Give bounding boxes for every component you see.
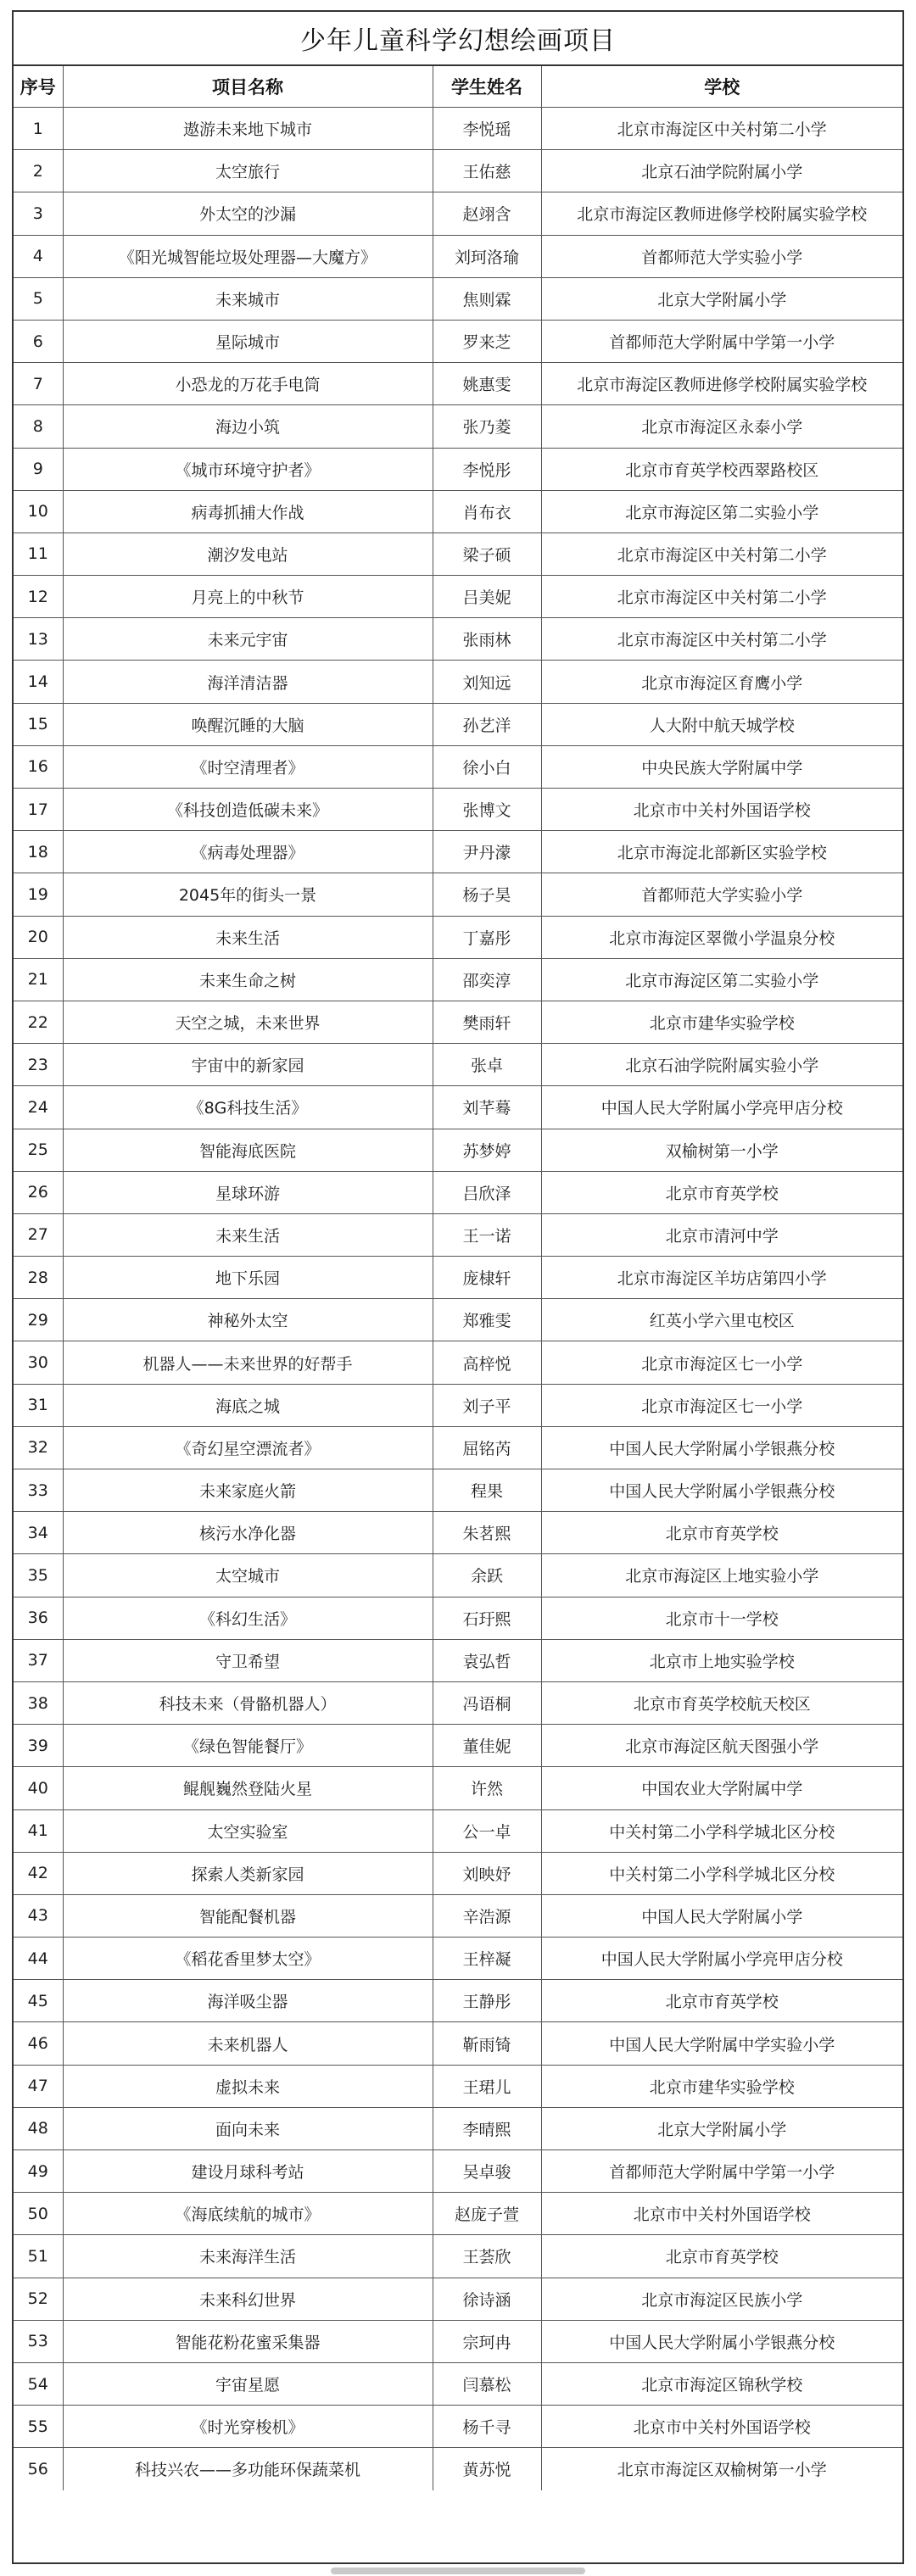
cell-project-name: 宇宙中的新家园	[63, 1044, 433, 1086]
cell-no: 19	[14, 873, 63, 916]
table-row	[14, 2406, 902, 2448]
cell-project-name: 未来城市	[63, 277, 433, 320]
table-row	[14, 532, 902, 575]
header-row	[14, 66, 902, 108]
cell-school: 红英小学六里屯校区	[541, 1299, 902, 1341]
cell-student-name: 余跃	[433, 1554, 541, 1597]
cell-student-name: 邵奕淳	[433, 958, 541, 1001]
cell-school: 北京市清河中学	[541, 1213, 902, 1256]
cell-no: 20	[14, 916, 63, 958]
cell-no: 9	[14, 448, 63, 490]
cell-project-name: 《病毒处理器》	[63, 831, 433, 873]
cell-school: 北京市育英学校航天校区	[541, 1681, 902, 1724]
table-row	[14, 661, 902, 703]
cell-project-name: 建设月球科考站	[63, 2150, 433, 2193]
cell-student-name: 朱茗熙	[433, 1512, 541, 1554]
table-row	[14, 150, 902, 192]
cell-no: 5	[14, 277, 63, 320]
cell-school: 北京市海淀区中关村第二小学	[541, 108, 902, 150]
cell-school: 首都师范大学实验小学	[541, 235, 902, 277]
cell-no: 3	[14, 192, 63, 235]
table-row	[14, 1725, 902, 1767]
cell-student-name: 高梓悦	[433, 1341, 541, 1384]
cell-project-name: 智能花粉花蜜采集器	[63, 2320, 433, 2362]
cell-student-name: 焦则霖	[433, 277, 541, 320]
table-title: 少年儿童科学幻想绘画项目	[14, 12, 902, 66]
cell-student-name: 樊雨轩	[433, 1001, 541, 1043]
cell-project-name: 《城市环境守护者》	[63, 448, 433, 490]
cell-project-name: 守卫希望	[63, 1639, 433, 1681]
cell-school: 北京大学附属小学	[541, 277, 902, 320]
cell-school: 北京市海淀区七一小学	[541, 1341, 902, 1384]
cell-student-name: 刘子平	[433, 1384, 541, 1426]
cell-no: 32	[14, 1426, 63, 1469]
cell-school: 人大附中航天城学校	[541, 703, 902, 745]
table-row	[14, 1086, 902, 1129]
cell-project-name: 未来生活	[63, 1213, 433, 1256]
cell-student-name: 闫慕松	[433, 2362, 541, 2405]
cell-project-name: 天空之城，未来世界	[63, 1001, 433, 1043]
cell-project-name: 智能海底医院	[63, 1129, 433, 1171]
cell-school: 北京市海淀区第二实验小学	[541, 490, 902, 532]
table-row	[14, 789, 902, 831]
cell-student-name: 苏梦婷	[433, 1129, 541, 1171]
table-row	[14, 1341, 902, 1384]
table-row	[14, 1938, 902, 1980]
cell-project-name: 科技兴农——多功能环保蔬菜机	[63, 2448, 433, 2490]
cell-school: 北京市海淀区锦秋学校	[541, 2362, 902, 2405]
cell-no: 7	[14, 363, 63, 405]
table-row	[14, 745, 902, 788]
cell-no: 36	[14, 1597, 63, 1639]
cell-no: 45	[14, 1980, 63, 2022]
cell-no: 15	[14, 703, 63, 745]
header-no: 序号	[14, 66, 63, 108]
table-row	[14, 448, 902, 490]
table-row	[14, 2107, 902, 2149]
cell-school: 首都师范大学附属中学第一小学	[541, 320, 902, 362]
cell-no: 10	[14, 490, 63, 532]
cell-student-name: 刘映妤	[433, 1852, 541, 1894]
table-row	[14, 1001, 902, 1043]
project-table-sheet	[12, 10, 904, 2564]
cell-no: 33	[14, 1469, 63, 1512]
cell-no: 47	[14, 2065, 63, 2107]
cell-school: 北京市中关村外国语学校	[541, 2193, 902, 2235]
cell-no: 55	[14, 2406, 63, 2448]
table-row	[14, 1639, 902, 1681]
cell-student-name: 王梓凝	[433, 1938, 541, 1980]
cell-student-name: 杨子昊	[433, 873, 541, 916]
cell-project-name: 未来元宇宙	[63, 618, 433, 661]
cell-student-name: 罗来芝	[433, 320, 541, 362]
table-row	[14, 1384, 902, 1426]
cell-school: 北京市海淀区中关村第二小学	[541, 576, 902, 618]
cell-no: 29	[14, 1299, 63, 1341]
cell-no: 2	[14, 150, 63, 192]
cell-project-name: 神秘外太空	[63, 1299, 433, 1341]
cell-project-name: 《科幻生活》	[63, 1597, 433, 1639]
cell-project-name: 星际城市	[63, 320, 433, 362]
cell-student-name: 赵翊含	[433, 192, 541, 235]
table-row	[14, 1681, 902, 1724]
cell-school: 北京市中关村外国语学校	[541, 2406, 902, 2448]
cell-school: 北京市育英学校	[541, 1171, 902, 1213]
cell-school: 首都师范大学附属中学第一小学	[541, 2150, 902, 2193]
cell-student-name: 辛浩源	[433, 1894, 541, 1937]
cell-school: 首都师范大学实验小学	[541, 873, 902, 916]
cell-project-name: 机器人——未来世界的好帮手	[63, 1341, 433, 1384]
cell-school: 北京市育英学校	[541, 1512, 902, 1554]
cell-no: 42	[14, 1852, 63, 1894]
project-table	[14, 66, 902, 2490]
cell-project-name: 未来科幻世界	[63, 2278, 433, 2320]
cell-school: 北京市建华实验学校	[541, 2065, 902, 2107]
cell-school: 中关村第二小学科学城北区分校	[541, 1809, 902, 1852]
table-row	[14, 1171, 902, 1213]
cell-student-name: 靳雨锜	[433, 2022, 541, 2065]
cell-student-name: 王佑慈	[433, 150, 541, 192]
cell-student-name: 姚惠雯	[433, 363, 541, 405]
table-row	[14, 320, 902, 362]
table-row	[14, 277, 902, 320]
table-row	[14, 831, 902, 873]
cell-project-name: 遨游未来地下城市	[63, 108, 433, 150]
table-row	[14, 1512, 902, 1554]
cell-no: 8	[14, 405, 63, 448]
cell-school: 北京市海淀区第二实验小学	[541, 958, 902, 1001]
cell-school: 北京石油学院附属小学	[541, 150, 902, 192]
table-row	[14, 1257, 902, 1299]
cell-student-name: 孙艺洋	[433, 703, 541, 745]
cell-school: 北京市海淀区翠微小学温泉分校	[541, 916, 902, 958]
cell-no: 18	[14, 831, 63, 873]
cell-school: 中国人民大学附属小学亮甲店分校	[541, 1938, 902, 1980]
table-row	[14, 1894, 902, 1937]
cell-school: 中央民族大学附属中学	[541, 745, 902, 788]
cell-school: 北京市建华实验学校	[541, 1001, 902, 1043]
cell-student-name: 许然	[433, 1767, 541, 1809]
cell-project-name: 地下乐园	[63, 1257, 433, 1299]
cell-student-name: 庞棣轩	[433, 1257, 541, 1299]
table-row	[14, 490, 902, 532]
cell-student-name: 宗珂冉	[433, 2320, 541, 2362]
cell-project-name: 唤醒沉睡的大脑	[63, 703, 433, 745]
cell-school: 北京市十一学校	[541, 1597, 902, 1639]
table-row	[14, 1213, 902, 1256]
cell-no: 25	[14, 1129, 63, 1171]
table-row	[14, 1129, 902, 1171]
cell-school: 北京石油学院附属实验小学	[541, 1044, 902, 1086]
cell-project-name: 宇宙星愿	[63, 2362, 433, 2405]
cell-project-name: 潮汐发电站	[63, 532, 433, 575]
cell-student-name: 李悦彤	[433, 448, 541, 490]
cell-project-name: 小恐龙的万花手电筒	[63, 363, 433, 405]
cell-school: 北京大学附属小学	[541, 2107, 902, 2149]
cell-student-name: 王珺儿	[433, 2065, 541, 2107]
header-student: 学生姓名	[433, 66, 541, 108]
table-row	[14, 703, 902, 745]
cell-project-name: 智能配餐机器	[63, 1894, 433, 1937]
cell-school: 中国人民大学附属小学银燕分校	[541, 2320, 902, 2362]
cell-project-name: 未来生活	[63, 916, 433, 958]
table-row	[14, 873, 902, 916]
cell-no: 49	[14, 2150, 63, 2193]
cell-no: 27	[14, 1213, 63, 1256]
cell-no: 13	[14, 618, 63, 661]
cell-student-name: 梁子硕	[433, 532, 541, 575]
cell-student-name: 刘珂洛瑜	[433, 235, 541, 277]
cell-no: 51	[14, 2235, 63, 2278]
cell-no: 1	[14, 108, 63, 150]
cell-project-name: 面向未来	[63, 2107, 433, 2149]
cell-no: 4	[14, 235, 63, 277]
cell-school: 北京市上地实验学校	[541, 1639, 902, 1681]
cell-school: 北京市海淀区育鹰小学	[541, 661, 902, 703]
cell-project-name: 《8G科技生活》	[63, 1086, 433, 1129]
table-row	[14, 2193, 902, 2235]
cell-project-name: 太空城市	[63, 1554, 433, 1597]
cell-no: 48	[14, 2107, 63, 2149]
cell-no: 53	[14, 2320, 63, 2362]
table-row	[14, 1299, 902, 1341]
cell-no: 38	[14, 1681, 63, 1724]
cell-no: 39	[14, 1725, 63, 1767]
table-row	[14, 2320, 902, 2362]
cell-no: 21	[14, 958, 63, 1001]
cell-no: 23	[14, 1044, 63, 1086]
cell-project-name: 《绿色智能餐厅》	[63, 1725, 433, 1767]
cell-project-name: 未来机器人	[63, 2022, 433, 2065]
cell-project-name: 月亮上的中秋节	[63, 576, 433, 618]
table-row	[14, 1044, 902, 1086]
cell-no: 40	[14, 1767, 63, 1809]
cell-project-name: 未来海洋生活	[63, 2235, 433, 2278]
table-row	[14, 2278, 902, 2320]
cell-student-name: 赵庞子萱	[433, 2193, 541, 2235]
cell-student-name: 郑雅雯	[433, 1299, 541, 1341]
cell-project-name: 未来家庭火箭	[63, 1469, 433, 1512]
cell-student-name: 冯语桐	[433, 1681, 541, 1724]
cell-school: 北京市海淀区教师进修学校附属实验学校	[541, 363, 902, 405]
cell-no: 6	[14, 320, 63, 362]
cell-student-name: 袁弘哲	[433, 1639, 541, 1681]
cell-project-name: 未来生命之树	[63, 958, 433, 1001]
cell-school: 北京市海淀区中关村第二小学	[541, 532, 902, 575]
cell-project-name: 星球环游	[63, 1171, 433, 1213]
cell-school: 中国人民大学附属中学实验小学	[541, 2022, 902, 2065]
cell-student-name: 程果	[433, 1469, 541, 1512]
cell-no: 41	[14, 1809, 63, 1852]
cell-project-name: 《海底续航的城市》	[63, 2193, 433, 2235]
cell-project-name: 《科技创造低碳未来》	[63, 789, 433, 831]
cell-project-name: 《阳光城智能垃圾处理器—大魔方》	[63, 235, 433, 277]
table-row	[14, 108, 902, 150]
cell-student-name: 张卓	[433, 1044, 541, 1086]
cell-school: 北京市海淀北部新区实验学校	[541, 831, 902, 873]
cell-student-name: 黄苏悦	[433, 2448, 541, 2490]
cell-student-name: 吕美妮	[433, 576, 541, 618]
cell-school: 中国农业大学附属中学	[541, 1767, 902, 1809]
cell-no: 56	[14, 2448, 63, 2490]
cell-student-name: 董佳妮	[433, 1725, 541, 1767]
table-row	[14, 1980, 902, 2022]
cell-school: 北京市中关村外国语学校	[541, 789, 902, 831]
table-row	[14, 2362, 902, 2405]
cell-no: 24	[14, 1086, 63, 1129]
table-row	[14, 618, 902, 661]
cell-student-name: 屈铭芮	[433, 1426, 541, 1469]
cell-student-name: 李悦瑶	[433, 108, 541, 150]
cell-school: 中国人民大学附属小学亮甲店分校	[541, 1086, 902, 1129]
cell-student-name: 张乃菱	[433, 405, 541, 448]
table-row	[14, 235, 902, 277]
cell-student-name: 尹丹濛	[433, 831, 541, 873]
cell-project-name: 核污水净化器	[63, 1512, 433, 1554]
cell-no: 46	[14, 2022, 63, 2065]
cell-project-name: 外太空的沙漏	[63, 192, 433, 235]
table-row	[14, 2065, 902, 2107]
cell-project-name: 太空实验室	[63, 1809, 433, 1852]
cell-no: 52	[14, 2278, 63, 2320]
cell-student-name: 王静彤	[433, 1980, 541, 2022]
table-row	[14, 1469, 902, 1512]
cell-project-name: 《稻花香里梦太空》	[63, 1938, 433, 1980]
cell-no: 34	[14, 1512, 63, 1554]
cell-project-name: 病毒抓捕大作战	[63, 490, 433, 532]
cell-no: 43	[14, 1894, 63, 1937]
table-row	[14, 1426, 902, 1469]
cell-student-name: 石玗熙	[433, 1597, 541, 1639]
cell-no: 11	[14, 532, 63, 575]
cell-no: 22	[14, 1001, 63, 1043]
cell-school: 北京市海淀区中关村第二小学	[541, 618, 902, 661]
cell-no: 37	[14, 1639, 63, 1681]
table-body	[14, 108, 902, 2490]
cell-student-name: 刘知远	[433, 661, 541, 703]
cell-school: 北京市海淀区永泰小学	[541, 405, 902, 448]
cell-no: 44	[14, 1938, 63, 1980]
table-row	[14, 576, 902, 618]
cell-no: 30	[14, 1341, 63, 1384]
cell-student-name: 王荟欣	[433, 2235, 541, 2278]
table-row	[14, 2022, 902, 2065]
cell-school: 北京市育英学校西翠路校区	[541, 448, 902, 490]
table-row	[14, 1767, 902, 1809]
table-row	[14, 192, 902, 235]
cell-project-name: 海底之城	[63, 1384, 433, 1426]
cell-school: 北京市海淀区双榆树第一小学	[541, 2448, 902, 2490]
cell-project-name: 海洋吸尘器	[63, 1980, 433, 2022]
cell-student-name: 杨千寻	[433, 2406, 541, 2448]
cell-school: 中国人民大学附属小学银燕分校	[541, 1469, 902, 1512]
cell-school: 北京市海淀区羊坊店第四小学	[541, 1257, 902, 1299]
cell-no: 12	[14, 576, 63, 618]
cell-school: 中国人民大学附属小学	[541, 1894, 902, 1937]
table-row	[14, 2235, 902, 2278]
header-school: 学校	[541, 66, 902, 108]
cell-student-name: 刘芊蓦	[433, 1086, 541, 1129]
table-row	[14, 958, 902, 1001]
cell-project-name: 《时空清理者》	[63, 745, 433, 788]
cell-no: 28	[14, 1257, 63, 1299]
cell-no: 26	[14, 1171, 63, 1213]
cell-project-name: 海洋清洁器	[63, 661, 433, 703]
cell-no: 54	[14, 2362, 63, 2405]
table-row	[14, 2448, 902, 2490]
cell-project-name: 《奇幻星空漂流者》	[63, 1426, 433, 1469]
home-indicator-bar	[331, 2568, 585, 2574]
cell-no: 16	[14, 745, 63, 788]
table-row	[14, 1554, 902, 1597]
cell-school: 北京市海淀区教师进修学校附属实验学校	[541, 192, 902, 235]
cell-student-name: 张博文	[433, 789, 541, 831]
cell-student-name: 吴卓骏	[433, 2150, 541, 2193]
table-row	[14, 363, 902, 405]
cell-project-name: 2045年的街头一景	[63, 873, 433, 916]
table-row	[14, 1809, 902, 1852]
cell-school: 双榆树第一小学	[541, 1129, 902, 1171]
table-row	[14, 2150, 902, 2193]
cell-no: 17	[14, 789, 63, 831]
cell-school: 北京市育英学校	[541, 2235, 902, 2278]
table-row	[14, 1852, 902, 1894]
cell-student-name: 公一卓	[433, 1809, 541, 1852]
cell-school: 中关村第二小学科学城北区分校	[541, 1852, 902, 1894]
cell-no: 14	[14, 661, 63, 703]
cell-no: 31	[14, 1384, 63, 1426]
cell-student-name: 李晴熙	[433, 2107, 541, 2149]
cell-project-name: 《时光穿梭机》	[63, 2406, 433, 2448]
cell-project-name: 鲲舰巍然登陆火星	[63, 1767, 433, 1809]
cell-school: 北京市海淀区航天图强小学	[541, 1725, 902, 1767]
cell-school: 北京市海淀区七一小学	[541, 1384, 902, 1426]
table-row	[14, 405, 902, 448]
cell-project-name: 科技未来（骨骼机器人）	[63, 1681, 433, 1724]
cell-school: 北京市育英学校	[541, 1980, 902, 2022]
header-name: 项目名称	[63, 66, 433, 108]
cell-student-name: 徐小白	[433, 745, 541, 788]
cell-project-name: 探索人类新家园	[63, 1852, 433, 1894]
table-row	[14, 1597, 902, 1639]
cell-student-name: 丁嘉彤	[433, 916, 541, 958]
cell-student-name: 吕欣泽	[433, 1171, 541, 1213]
table-row	[14, 916, 902, 958]
cell-project-name: 虚拟未来	[63, 2065, 433, 2107]
cell-no: 35	[14, 1554, 63, 1597]
cell-project-name: 海边小筑	[63, 405, 433, 448]
cell-student-name: 王一诺	[433, 1213, 541, 1256]
cell-project-name: 太空旅行	[63, 150, 433, 192]
cell-school: 中国人民大学附属小学银燕分校	[541, 1426, 902, 1469]
cell-no: 50	[14, 2193, 63, 2235]
cell-student-name: 肖布衣	[433, 490, 541, 532]
cell-school: 北京市海淀区民族小学	[541, 2278, 902, 2320]
cell-student-name: 徐诗涵	[433, 2278, 541, 2320]
cell-student-name: 张雨林	[433, 618, 541, 661]
cell-school: 北京市海淀区上地实验小学	[541, 1554, 902, 1597]
